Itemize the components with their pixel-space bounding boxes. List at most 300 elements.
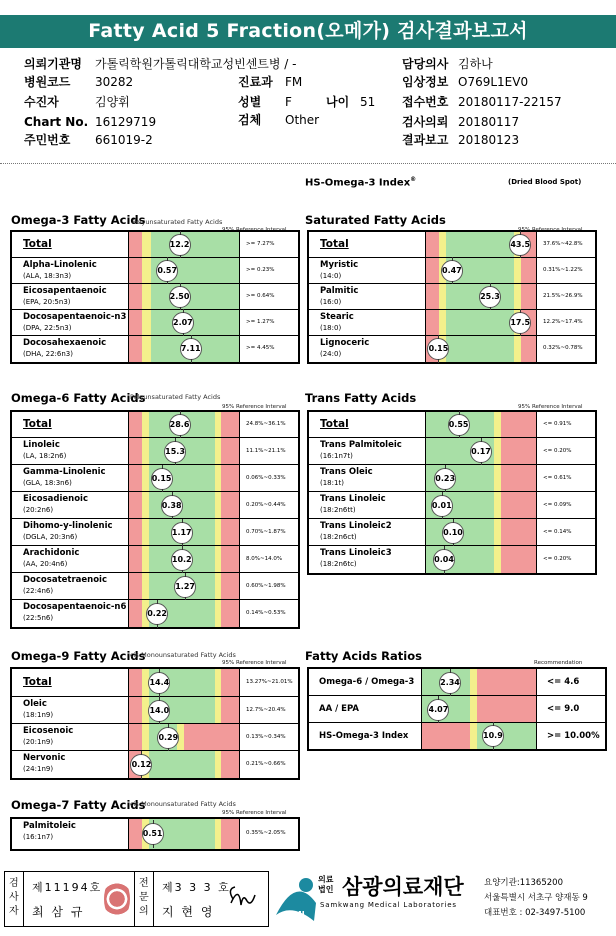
result-marker: 0.10 <box>442 522 464 544</box>
specimen-label: 검체 <box>238 113 262 127</box>
range-segment <box>221 819 239 849</box>
result-marker: 4.07 <box>427 699 449 721</box>
range-segment <box>129 438 142 464</box>
row-subname: (18:0) <box>320 324 342 332</box>
clinical-value: O769L1EV0 <box>458 75 529 89</box>
range-segment <box>426 232 439 257</box>
range-segment <box>142 546 149 572</box>
recommendation-label: Recommendation <box>534 660 583 666</box>
trans-reference-label: 95% Reference Interval <box>518 404 583 410</box>
o6-section-subtitle: Polyunsaturated Fatty Acids <box>130 393 221 401</box>
reference-range: <= 0.91% <box>543 421 572 427</box>
range-segment <box>215 819 222 849</box>
reference-range: 0.35%~2.05% <box>246 830 286 836</box>
total-row <box>309 412 595 438</box>
range-bar <box>425 412 537 437</box>
result-marker: 43.5 <box>509 234 531 256</box>
ratio-name: HS-Omega-3 Index <box>319 730 409 741</box>
result-marker: 12.2 <box>169 234 191 256</box>
row-subname: (18:1n9) <box>23 711 54 719</box>
reference-range: 0.06%~0.33% <box>246 474 286 481</box>
specimen-value: Other <box>285 113 320 127</box>
inspector-license: 제11194호 <box>32 881 103 894</box>
range-segment <box>501 465 536 491</box>
row-name: Total <box>320 238 349 250</box>
row-name: Eicosapentaenoic <box>23 286 107 296</box>
table-row <box>12 519 298 546</box>
o9-reference-label: 95% Reference Interval <box>222 660 287 666</box>
doctor-label: 담당의사 <box>402 57 449 71</box>
range-segment <box>129 284 142 309</box>
institution-value: 가톨릭학원가톨릭대학교성빈센트병 / - <box>95 57 297 71</box>
row-subname: (AA, 20:4n6) <box>23 560 68 568</box>
range-segment <box>142 492 149 518</box>
row-subname: (20:2n6) <box>23 506 54 514</box>
range-segment <box>446 232 514 257</box>
sml-logo-text: SML <box>288 910 307 919</box>
range-segment <box>215 697 222 723</box>
o3-section-title: Omega-3 Fatty Acids <box>11 213 146 227</box>
range-segment <box>215 573 222 599</box>
range-segment <box>494 412 501 437</box>
table-row <box>12 546 298 573</box>
range-segment <box>221 465 239 491</box>
row-subname: (ALA, 18:3n3) <box>23 272 72 280</box>
range-segment <box>142 573 149 599</box>
row-name: Eicosadienoic <box>23 494 88 504</box>
hospital-code-value: 30282 <box>95 75 134 89</box>
range-segment <box>477 669 536 695</box>
range-segment <box>129 336 142 362</box>
row-name: Linoleic <box>23 440 60 450</box>
reference-range: 12.2%~17.4% <box>543 319 583 325</box>
reference-range: 12.7%~20.4% <box>246 706 286 713</box>
table-row <box>309 336 595 362</box>
range-segment <box>514 284 521 309</box>
result-marker: 7.11 <box>180 338 202 360</box>
reference-range: >= 7.27% <box>246 241 275 247</box>
range-segment <box>215 600 222 627</box>
range-segment <box>215 465 222 491</box>
range-segment <box>221 600 239 627</box>
receipt-label: 접수번호 <box>402 95 449 109</box>
row-name: Nervonic <box>23 753 66 763</box>
reference-range: >= 4.45% <box>246 345 275 351</box>
range-segment <box>501 519 536 545</box>
total-row <box>12 232 298 258</box>
collector-value: 김양휘 <box>95 95 130 109</box>
o3-section-subtitle: Polyunsaturated Fatty Acids <box>132 218 223 226</box>
range-segment <box>446 310 514 335</box>
row-name: Trans Linoleic3 <box>320 548 392 558</box>
receipt-value: 20180117-22157 <box>458 95 562 109</box>
range-segment <box>221 412 239 437</box>
table-row <box>12 751 298 778</box>
inspector-vertical-label: 검 사 자 <box>9 878 19 917</box>
range-segment <box>206 336 239 362</box>
table-row <box>12 819 298 849</box>
request-value: 20180117 <box>458 115 520 129</box>
range-bar <box>128 492 240 518</box>
sex-value: F <box>285 95 292 109</box>
range-segment <box>494 465 501 491</box>
result-marker: 15.3 <box>164 441 186 463</box>
table-row <box>309 284 595 310</box>
reference-range: >= 0.64% <box>246 293 275 299</box>
row-subname: (20:1n9) <box>23 738 54 746</box>
specialist-vertical-label: 전 문 의 <box>139 878 149 917</box>
ratio-bar <box>421 723 537 749</box>
row-subname: (14:0) <box>320 272 342 280</box>
row-name: Trans Linoleic <box>320 494 386 504</box>
org-code: 요양기관:11365200 <box>484 878 563 888</box>
table-row <box>12 573 298 600</box>
o9-table <box>10 667 300 780</box>
result-marker: 14.0 <box>148 700 170 722</box>
o9-section-subtitle: cis-Monounsaturated Fatty Acids <box>130 651 236 659</box>
range-segment <box>221 697 239 723</box>
result-marker: 0.47 <box>441 260 463 282</box>
sex-label: 성별 <box>238 95 262 109</box>
range-segment <box>129 546 142 572</box>
result-marker: 1.17 <box>171 522 193 544</box>
recommendation-value: >= 10.00% <box>547 730 600 741</box>
range-segment <box>221 751 239 778</box>
table-row <box>12 438 298 465</box>
result-marker: 0.04 <box>433 549 455 571</box>
reference-range: 8.0%~14.0% <box>246 555 283 562</box>
row-subname: (DPA, 22:5n3) <box>23 324 72 332</box>
range-segment <box>521 336 536 362</box>
chart-no-label: Chart No. <box>24 115 89 129</box>
table-row <box>12 284 298 310</box>
range-segment <box>494 519 501 545</box>
row-name: Docosapentaenoic-n3 <box>23 312 127 322</box>
result-marker: 10.9 <box>482 725 504 747</box>
row-name: Total <box>23 418 52 430</box>
result-marker: 10.2 <box>171 549 193 571</box>
range-segment <box>221 519 239 545</box>
result-marker: 0.51 <box>142 823 164 845</box>
reference-range: 0.13%~0.34% <box>246 733 286 740</box>
range-segment <box>494 546 501 573</box>
result-marker: 0.15 <box>427 338 449 360</box>
reference-range: <= 0.20% <box>543 555 572 562</box>
range-segment <box>129 492 142 518</box>
reference-range: 11.1%~21.1% <box>246 447 286 454</box>
recommendation-value: <= 4.6 <box>547 677 580 687</box>
row-name: Docosapentaenoic-n6 <box>23 602 127 612</box>
range-segment <box>439 310 446 335</box>
table-row <box>12 492 298 519</box>
table-row <box>309 258 595 284</box>
specialist-name: 지 현 영 <box>162 905 215 919</box>
institution-label: 의뢰기관명 <box>24 57 82 71</box>
range-segment <box>221 492 239 518</box>
table-row <box>309 438 595 465</box>
org-phone: 대표번호 : 02-3497-5100 <box>484 908 586 918</box>
range-segment <box>129 465 142 491</box>
range-segment <box>501 438 536 464</box>
row-name: Trans Linoleic2 <box>320 521 392 531</box>
range-segment <box>221 546 239 572</box>
range-bar <box>128 697 240 723</box>
org-english-name: Samkwang Medical Laboratories <box>320 901 457 909</box>
rrn-value: 661019-2 <box>95 133 153 147</box>
range-segment <box>221 573 239 599</box>
range-segment <box>129 724 142 750</box>
range-segment <box>501 546 536 573</box>
clinical-label: 임상정보 <box>402 75 449 89</box>
result-marker: 0.57 <box>156 260 178 282</box>
range-segment <box>215 492 222 518</box>
dept-value: FM <box>285 75 303 89</box>
range-segment <box>142 412 149 437</box>
range-segment <box>426 258 439 283</box>
sml-logo-icon <box>274 873 318 925</box>
o7-table <box>10 817 300 851</box>
report-date-value: 20180123 <box>458 133 520 147</box>
range-segment <box>142 519 149 545</box>
ratio-name: AA / EPA <box>319 704 360 714</box>
request-label: 검사의뢰 <box>402 115 449 129</box>
trans-table <box>307 410 597 575</box>
range-segment <box>521 284 536 309</box>
range-segment <box>206 232 239 257</box>
table-row <box>12 724 298 751</box>
o7-reference-label: 95% Reference Interval <box>222 810 287 816</box>
result-marker: 0.38 <box>161 495 183 517</box>
rrn-label: 주민번호 <box>24 133 71 147</box>
dried-blood-spot-label: (Dried Blood Spot) <box>508 178 582 186</box>
specialist-license: 제3 3 3 호 <box>162 881 231 894</box>
row-subname: (22:4n6) <box>23 587 54 595</box>
range-bar <box>128 600 240 627</box>
result-marker: 0.29 <box>157 727 179 749</box>
o9-section-title: Omega-9 Fatty Acids <box>11 649 146 663</box>
age-value: 51 <box>360 95 376 109</box>
range-segment <box>470 723 477 749</box>
row-name: Arachidonic <box>23 548 80 558</box>
range-segment <box>514 336 521 362</box>
range-segment <box>142 258 151 283</box>
range-bar <box>128 465 240 491</box>
table-row <box>12 336 298 362</box>
row-subname: (EPA, 20:5n3) <box>23 298 71 306</box>
result-marker: 1.27 <box>174 576 196 598</box>
row-name: Docosatetraenoic <box>23 575 107 585</box>
row-name: Docosahexaenoic <box>23 338 107 348</box>
o7-section-subtitle: cis-Monounsaturated Fatty Acids <box>130 800 236 808</box>
range-segment <box>142 724 149 750</box>
range-segment <box>514 258 521 283</box>
result-marker: 0.12 <box>130 754 152 776</box>
row-name: Stearic <box>320 312 354 322</box>
range-segment <box>129 258 142 283</box>
range-segment <box>470 696 477 722</box>
range-segment <box>215 751 222 778</box>
total-row <box>309 232 595 258</box>
result-marker: 0.01 <box>431 495 453 517</box>
range-segment <box>446 336 514 362</box>
table-row <box>12 697 298 724</box>
result-marker: 2.07 <box>172 312 194 334</box>
table-row <box>12 465 298 492</box>
ratio-name: Omega-6 / Omega-3 <box>319 677 415 687</box>
result-marker: 28.6 <box>169 414 191 436</box>
range-segment <box>501 492 536 518</box>
range-segment <box>221 669 239 696</box>
range-bar <box>128 724 240 750</box>
range-segment <box>215 438 222 464</box>
table-row <box>12 258 298 284</box>
row-name: Eicosenoic <box>23 726 74 736</box>
range-segment <box>439 284 446 309</box>
result-marker: 0.17 <box>470 441 492 463</box>
range-segment <box>439 232 446 257</box>
row-name: Oleic <box>23 699 47 709</box>
reference-range: 21.5%~26.9% <box>543 293 583 299</box>
row-name: Myristic <box>320 260 359 270</box>
result-marker: 17.5 <box>509 312 531 334</box>
inspector-name: 최 삼 규 <box>32 905 85 919</box>
range-segment <box>142 284 151 309</box>
row-name: Gamma-Linolenic <box>23 467 106 477</box>
org-name: 삼광의료재단 <box>342 875 464 899</box>
range-segment <box>149 751 215 778</box>
row-name: Total <box>23 676 52 688</box>
result-marker: 0.15 <box>151 468 173 490</box>
range-segment <box>422 723 470 749</box>
reference-range: >= 0.23% <box>246 267 275 273</box>
row-subname: (18:2n6tt) <box>320 506 356 514</box>
range-segment <box>142 232 151 257</box>
row-subname: (18:2n6ct) <box>320 533 357 541</box>
range-segment <box>206 284 239 309</box>
range-segment <box>501 412 536 437</box>
org-address: 서울특별시 서초구 양재동 9 <box>484 893 588 903</box>
result-marker: 2.34 <box>439 672 461 694</box>
doctor-value: 김하나 <box>458 57 493 71</box>
recommendation-value: <= 9.0 <box>547 704 580 714</box>
index-title: HS-Omega-3 Index® <box>305 176 417 189</box>
result-marker: 14.4 <box>148 672 170 694</box>
row-name: Total <box>320 418 349 430</box>
range-segment <box>206 258 239 283</box>
range-segment <box>494 492 501 518</box>
row-name: Total <box>23 238 52 250</box>
reference-range: 0.14%~0.53% <box>246 609 286 616</box>
range-bar <box>128 669 240 696</box>
hospital-code-label: 병원코드 <box>24 75 71 89</box>
range-segment <box>221 438 239 464</box>
reference-range: 0.31%~1.22% <box>543 267 583 273</box>
range-segment <box>215 519 222 545</box>
reference-range: 0.21%~0.66% <box>246 760 286 767</box>
range-segment <box>206 310 239 335</box>
row-subname: (GLA, 18:3n6) <box>23 479 72 487</box>
range-segment <box>184 724 239 750</box>
table-row <box>12 600 298 627</box>
range-bar <box>128 258 240 283</box>
reference-range: >= 1.27% <box>246 319 275 325</box>
trans-section-title: Trans Fatty Acids <box>305 391 417 405</box>
range-segment <box>215 412 222 437</box>
reference-range: <= 0.61% <box>543 474 572 481</box>
table-row <box>309 546 595 573</box>
ratio-row <box>309 696 605 723</box>
row-subname: (18:2n6tc) <box>320 560 357 568</box>
reference-range: 24.8%~36.1% <box>246 421 286 427</box>
result-marker: 0.55 <box>448 414 470 436</box>
row-subname: (24:0) <box>320 350 342 358</box>
range-segment <box>477 696 536 722</box>
row-subname: (16:0) <box>320 298 342 306</box>
row-subname: (24:1n9) <box>23 765 54 773</box>
o3-table <box>10 230 300 364</box>
row-subname: (16:1n7) <box>23 833 54 841</box>
range-segment <box>142 310 151 335</box>
range-segment <box>426 284 439 309</box>
range-segment <box>129 600 142 627</box>
table-row <box>12 310 298 336</box>
range-segment <box>129 232 142 257</box>
range-segment <box>129 310 142 335</box>
o6-section-title: Omega-6 Fatty Acids <box>11 391 146 405</box>
age-label: 나이 <box>326 95 350 109</box>
range-segment <box>215 669 222 696</box>
total-row <box>12 412 298 438</box>
range-segment <box>129 819 142 849</box>
row-subname: (DGLA, 20:3n6) <box>23 533 78 541</box>
ratio-row <box>309 669 605 696</box>
range-segment <box>215 546 222 572</box>
row-subname: (16:1n7t) <box>320 452 353 460</box>
range-segment <box>129 697 142 723</box>
result-marker: 0.22 <box>146 603 168 625</box>
reference-range: 0.20%~0.44% <box>246 501 286 508</box>
reference-range: 37.6%~42.8% <box>543 241 583 247</box>
result-marker: 0.23 <box>434 468 456 490</box>
o7-section-title: Omega-7 Fatty Acids <box>11 798 146 812</box>
range-segment <box>142 336 151 362</box>
signature-icon <box>225 881 261 911</box>
sat-table <box>307 230 597 364</box>
range-segment <box>494 438 501 464</box>
report-title: Fatty Acid 5 Fraction(오메가) 검사결과보고서 <box>0 15 616 48</box>
range-segment <box>142 438 149 464</box>
reference-range: <= 0.14% <box>543 528 572 535</box>
reference-range: 13.27%~21.01% <box>246 679 293 685</box>
ratio-row <box>309 723 605 749</box>
ratios-title: Fatty Acids Ratios <box>305 649 422 663</box>
range-segment <box>142 465 149 491</box>
row-subname: (18:1t) <box>320 479 344 487</box>
o6-table <box>10 410 300 629</box>
sat-section-title: Saturated Fatty Acids <box>305 213 446 227</box>
table-row <box>309 310 595 336</box>
range-segment <box>129 573 142 599</box>
report-date-label: 결과보고 <box>402 133 449 147</box>
result-marker: 2.50 <box>169 286 191 308</box>
reference-range: <= 0.20% <box>543 447 572 454</box>
row-name: Trans Oleic <box>320 467 373 477</box>
reference-range: 0.32%~0.78% <box>543 345 583 351</box>
range-segment <box>129 669 142 696</box>
reference-range: <= 0.09% <box>543 501 572 508</box>
range-segment <box>470 669 477 695</box>
range-segment <box>521 258 536 283</box>
